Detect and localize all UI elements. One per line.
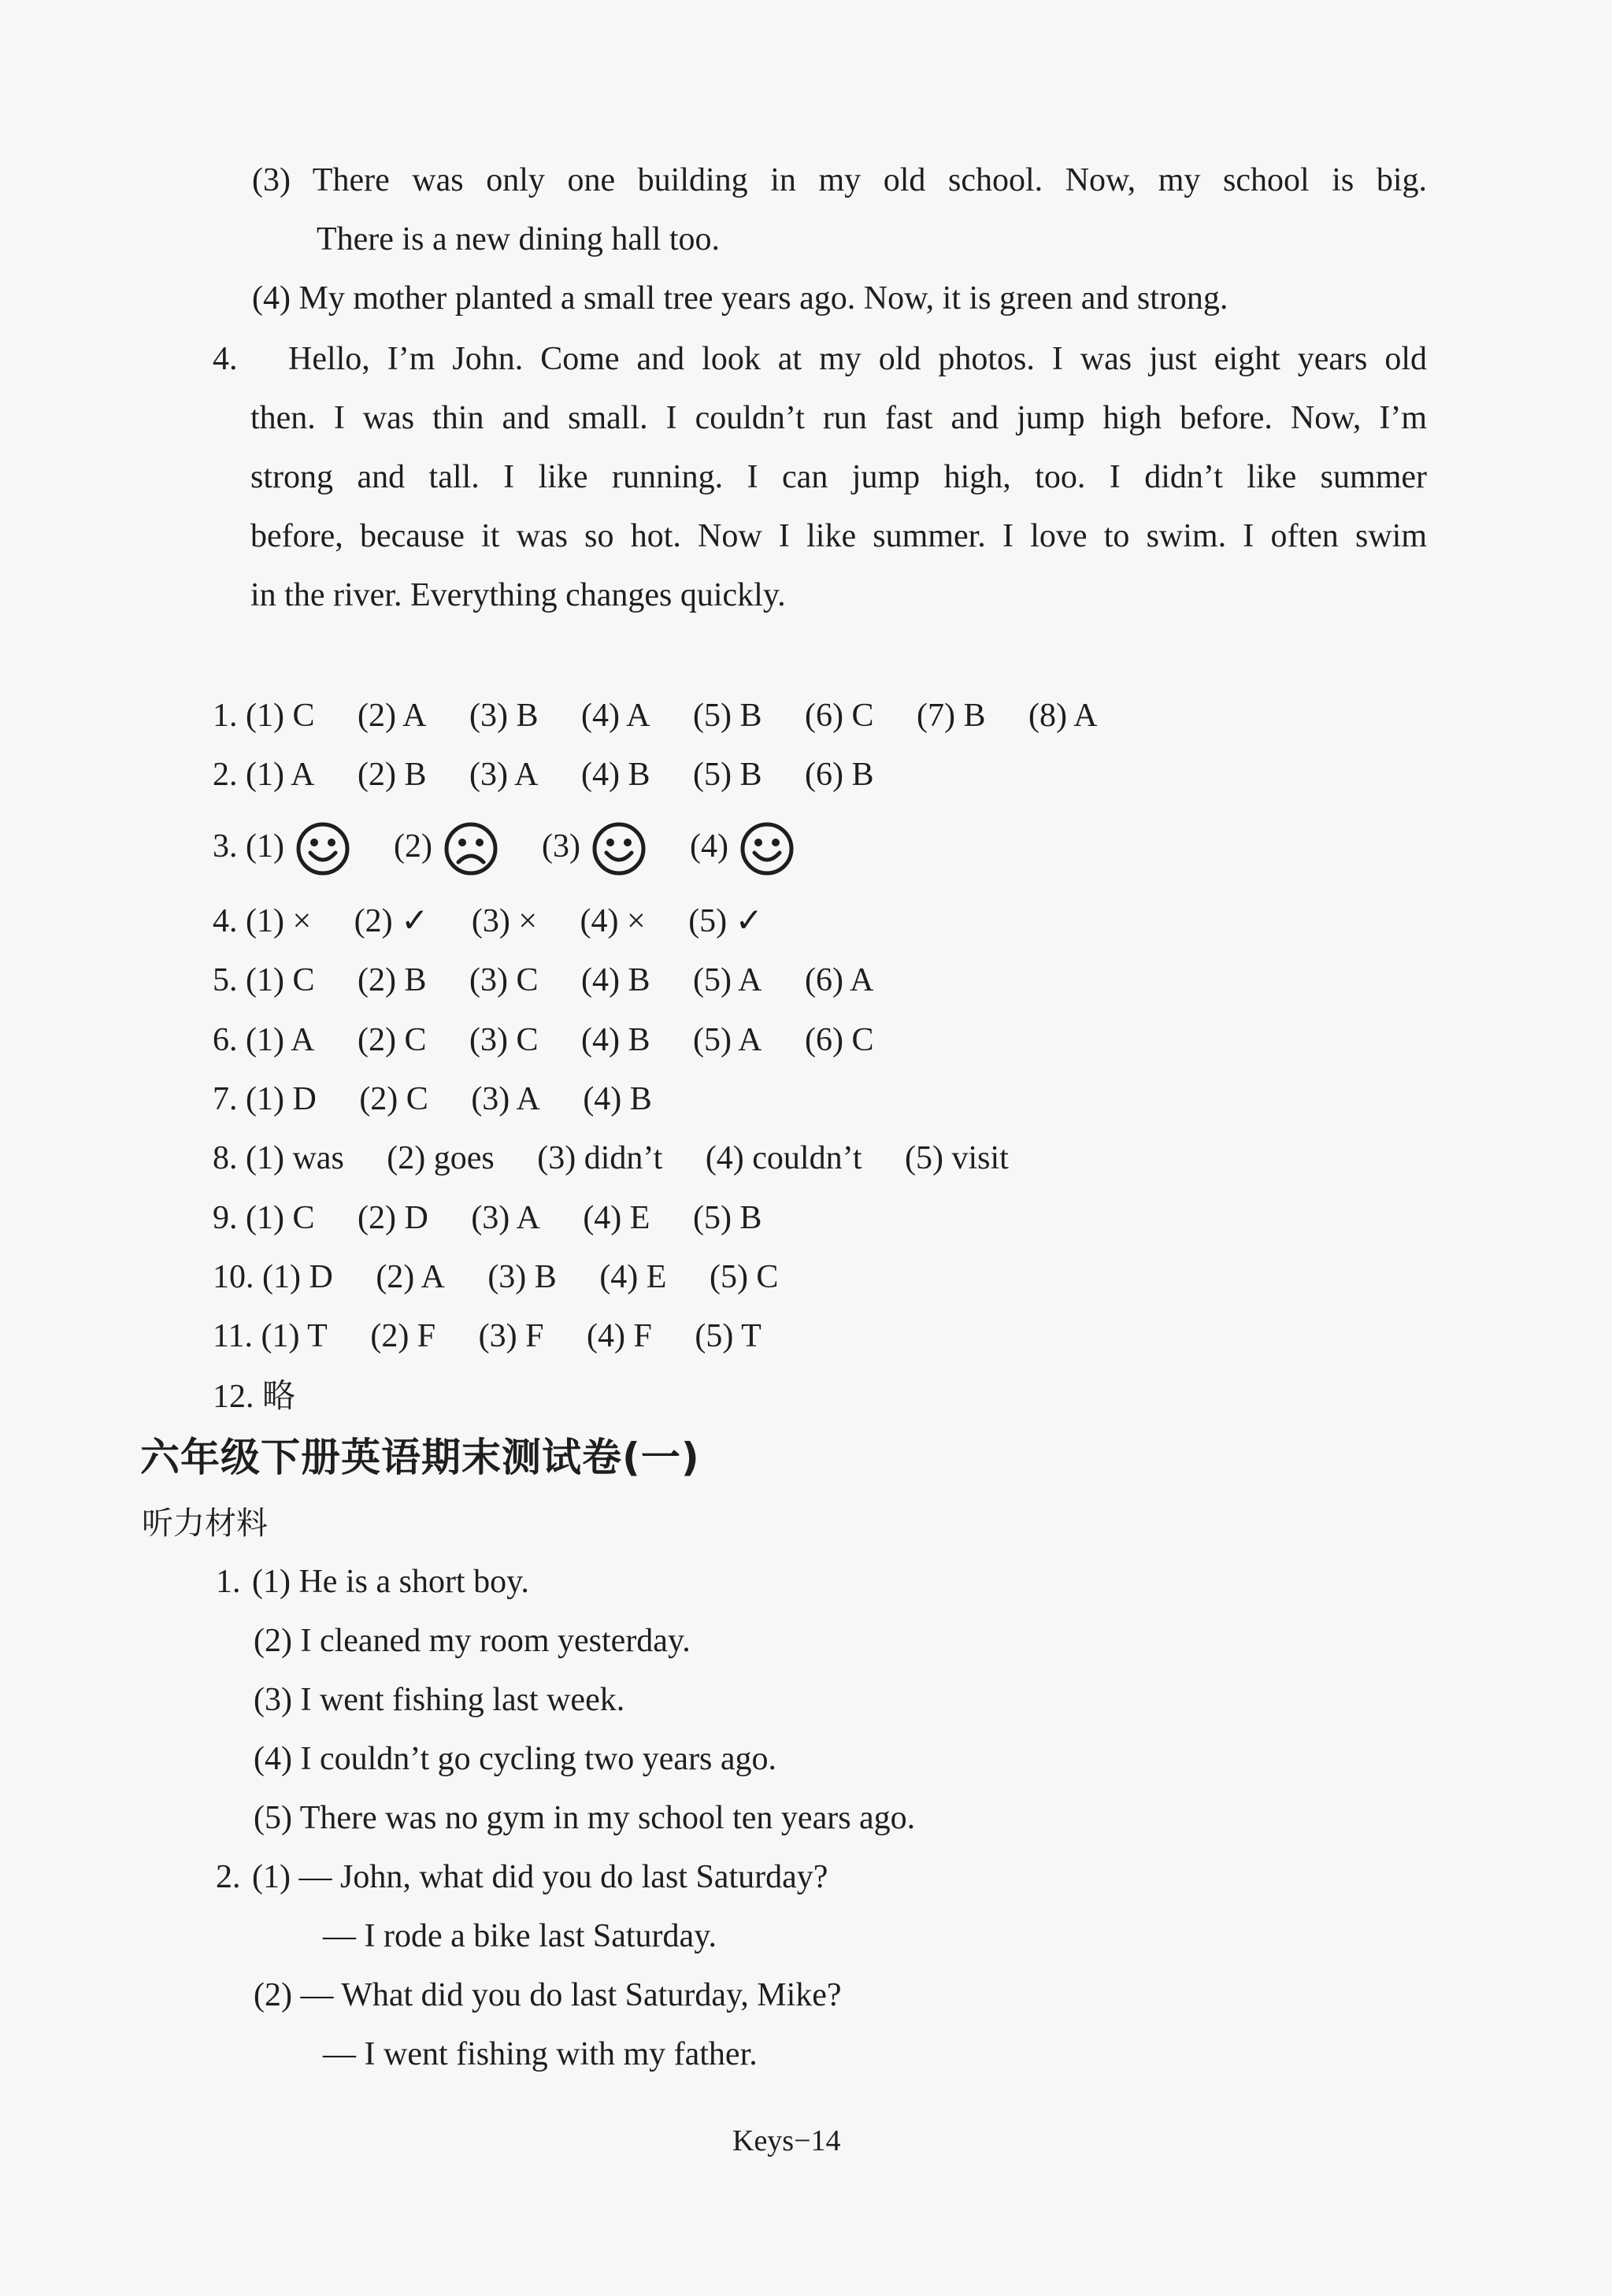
answer-item: (1) D	[246, 1081, 317, 1117]
answer-item: (1) A	[246, 757, 315, 793]
listening-q1-item-5: (5) There was no gym in my school ten years ago.	[254, 1800, 916, 1836]
question-number: 6.	[213, 1022, 238, 1058]
answer-item: (5) B	[692, 1200, 762, 1236]
answer-row-5	[213, 964, 874, 997]
question-number: 4.	[213, 903, 238, 939]
answer-item: (3) B	[469, 698, 539, 734]
listening-q1-item-2: (2) I cleaned my room yesterday.	[254, 1623, 691, 1659]
question-number: 12.	[213, 1379, 254, 1415]
question-number: 1.	[213, 698, 238, 734]
answer-item: (3) F	[478, 1318, 544, 1354]
answer-item: (2) B	[358, 962, 427, 998]
item3-line2: There is a new dining hall too.	[317, 221, 721, 257]
answer-item: (8) A	[1028, 698, 1098, 734]
answer-item: (5) A	[693, 962, 762, 998]
answer-row-10	[213, 1261, 778, 1294]
answer-item: (2) goes	[387, 1140, 495, 1176]
smile-icon	[739, 821, 795, 876]
listening-q1-item-1: (1) He is a short boy.	[252, 1564, 529, 1600]
answer-item: (6) B	[805, 757, 874, 793]
answer-item: (3)	[541, 828, 580, 865]
answer-row-4	[213, 905, 763, 938]
answer-item: (6) A	[805, 962, 874, 998]
item3-line1: (3) There was only one building in my old school. Now, my school is big.	[252, 162, 1427, 198]
passage-line-3: strong and tall. I like running. I can jump high, too. I didn’t like summer	[250, 459, 1427, 495]
item4: (4) My mother planted a small tree years ago. Now, it is green and strong.	[252, 280, 1228, 317]
answer-item: (2) ✓	[354, 903, 429, 939]
section-subtitle: 听力材料	[142, 1505, 268, 1542]
answer-item: (4) B	[581, 1022, 650, 1058]
listening-q2-item-1: (1) — John, what did you do last Saturday?	[252, 1859, 828, 1895]
answer-item: (5) B	[693, 757, 762, 793]
answer-item: (1) ×	[246, 903, 312, 939]
answer-item: (4) B	[581, 757, 650, 793]
answer-row-8	[213, 1142, 1009, 1175]
answer-item: (3) ×	[471, 903, 538, 939]
listening-q2-item-3: (2) — What did you do last Saturday, Mike?	[254, 1977, 842, 2013]
question-number: 2.	[213, 757, 238, 793]
answer-item: (1) was	[246, 1140, 344, 1176]
answer-item: (3) C	[469, 962, 539, 998]
passage-num: 4.	[213, 341, 238, 377]
answer-item: (3) A	[469, 757, 539, 793]
answer-row-9	[213, 1202, 762, 1235]
answer-item: (4) A	[581, 698, 650, 734]
answer-item: (5) A	[693, 1022, 762, 1058]
answer-item: (4) B	[581, 962, 650, 998]
answer-row-7	[213, 1083, 652, 1116]
answer-item: (5) B	[693, 698, 762, 734]
answer-item: (2) A	[358, 698, 427, 734]
answer-item: 略	[262, 1376, 296, 1415]
listening-q2-item-4: — I went fishing with my father.	[323, 2036, 758, 2072]
question-number: 9.	[213, 1200, 238, 1236]
answer-item: (6) C	[805, 698, 874, 734]
listening-q1-item-3: (3) I went fishing last week.	[254, 1682, 625, 1718]
passage-line-2: then. I was thin and small. I couldn’t run fast and jump high before. Now, I’m	[250, 400, 1427, 436]
answer-item: (5) visit	[905, 1140, 1009, 1176]
frown-icon	[443, 821, 498, 876]
answer-item: (4) F	[587, 1318, 652, 1354]
answer-item: (4) couldn’t	[705, 1140, 862, 1176]
answer-item: (1)	[246, 828, 284, 865]
smile-icon	[591, 821, 647, 876]
answer-item: (2) C	[358, 1022, 427, 1058]
question-number: 8.	[213, 1140, 238, 1176]
answer-row-1	[213, 699, 1098, 732]
answer-item: (5) T	[695, 1318, 762, 1354]
listening-q1-item-4: (4) I couldn’t go cycling two years ago.	[254, 1741, 777, 1777]
answer-item: (4)	[689, 828, 728, 865]
passage-line-5: in the river. Everything changes quickly.	[250, 577, 786, 613]
question-number: 3.	[213, 828, 238, 865]
listening-q1-num: 1.	[216, 1564, 241, 1600]
answer-item: (2) C	[359, 1081, 428, 1117]
answer-item: (2)	[393, 828, 432, 865]
answer-item: (4) E	[599, 1259, 667, 1295]
question-number: 7.	[213, 1081, 238, 1117]
answer-row-12	[213, 1376, 296, 1415]
answer-item: (5) ✓	[688, 903, 763, 939]
question-number: 11.	[213, 1318, 253, 1354]
answer-item: (5) C	[709, 1259, 779, 1295]
answer-item: (1) D	[262, 1259, 333, 1295]
passage-line-4: before, because it was so hot. Now I like summer. I love to swim. I often swim	[250, 518, 1427, 554]
answer-item: (2) B	[358, 757, 427, 793]
question-number: 5.	[213, 962, 238, 998]
answer-item: (1) T	[261, 1318, 328, 1354]
answer-row-6	[213, 1024, 874, 1057]
answer-item: (6) C	[805, 1022, 874, 1058]
question-number: 10.	[213, 1259, 254, 1295]
section-title: 六年级下册英语期末测试卷(一)	[140, 1435, 700, 1480]
answer-item: (4) E	[583, 1200, 650, 1236]
answer-item: (3) didn’t	[537, 1140, 663, 1176]
passage-line-1: Hello, I’m John. Come and look at my old photos. I was just eight years old	[288, 341, 1427, 377]
listening-q2-item-2: — I rode a bike last Saturday.	[323, 1918, 717, 1954]
answer-item: (3) B	[487, 1259, 557, 1295]
answer-item: (3) A	[471, 1200, 540, 1236]
answer-item: (1) C	[246, 962, 315, 998]
answer-row-2	[213, 758, 874, 791]
answer-item: (1) A	[246, 1022, 315, 1058]
answer-row-11	[213, 1320, 762, 1353]
answer-item: (7) B	[917, 698, 986, 734]
answer-item: (2) F	[370, 1318, 436, 1354]
page-footer: Keys−14	[732, 2124, 841, 2157]
answer-item: (2) A	[376, 1259, 445, 1295]
answer-item: (2) D	[358, 1200, 428, 1236]
answer-row-3	[213, 819, 795, 876]
answer-item: (4) B	[583, 1081, 652, 1117]
listening-q2-num: 2.	[216, 1859, 241, 1895]
answer-item: (1) C	[246, 1200, 315, 1236]
answer-item: (3) C	[469, 1022, 539, 1058]
smile-icon	[295, 821, 350, 876]
answer-item: (3) A	[471, 1081, 540, 1117]
answer-item: (1) C	[246, 698, 315, 734]
answer-item: (4) ×	[580, 903, 646, 939]
